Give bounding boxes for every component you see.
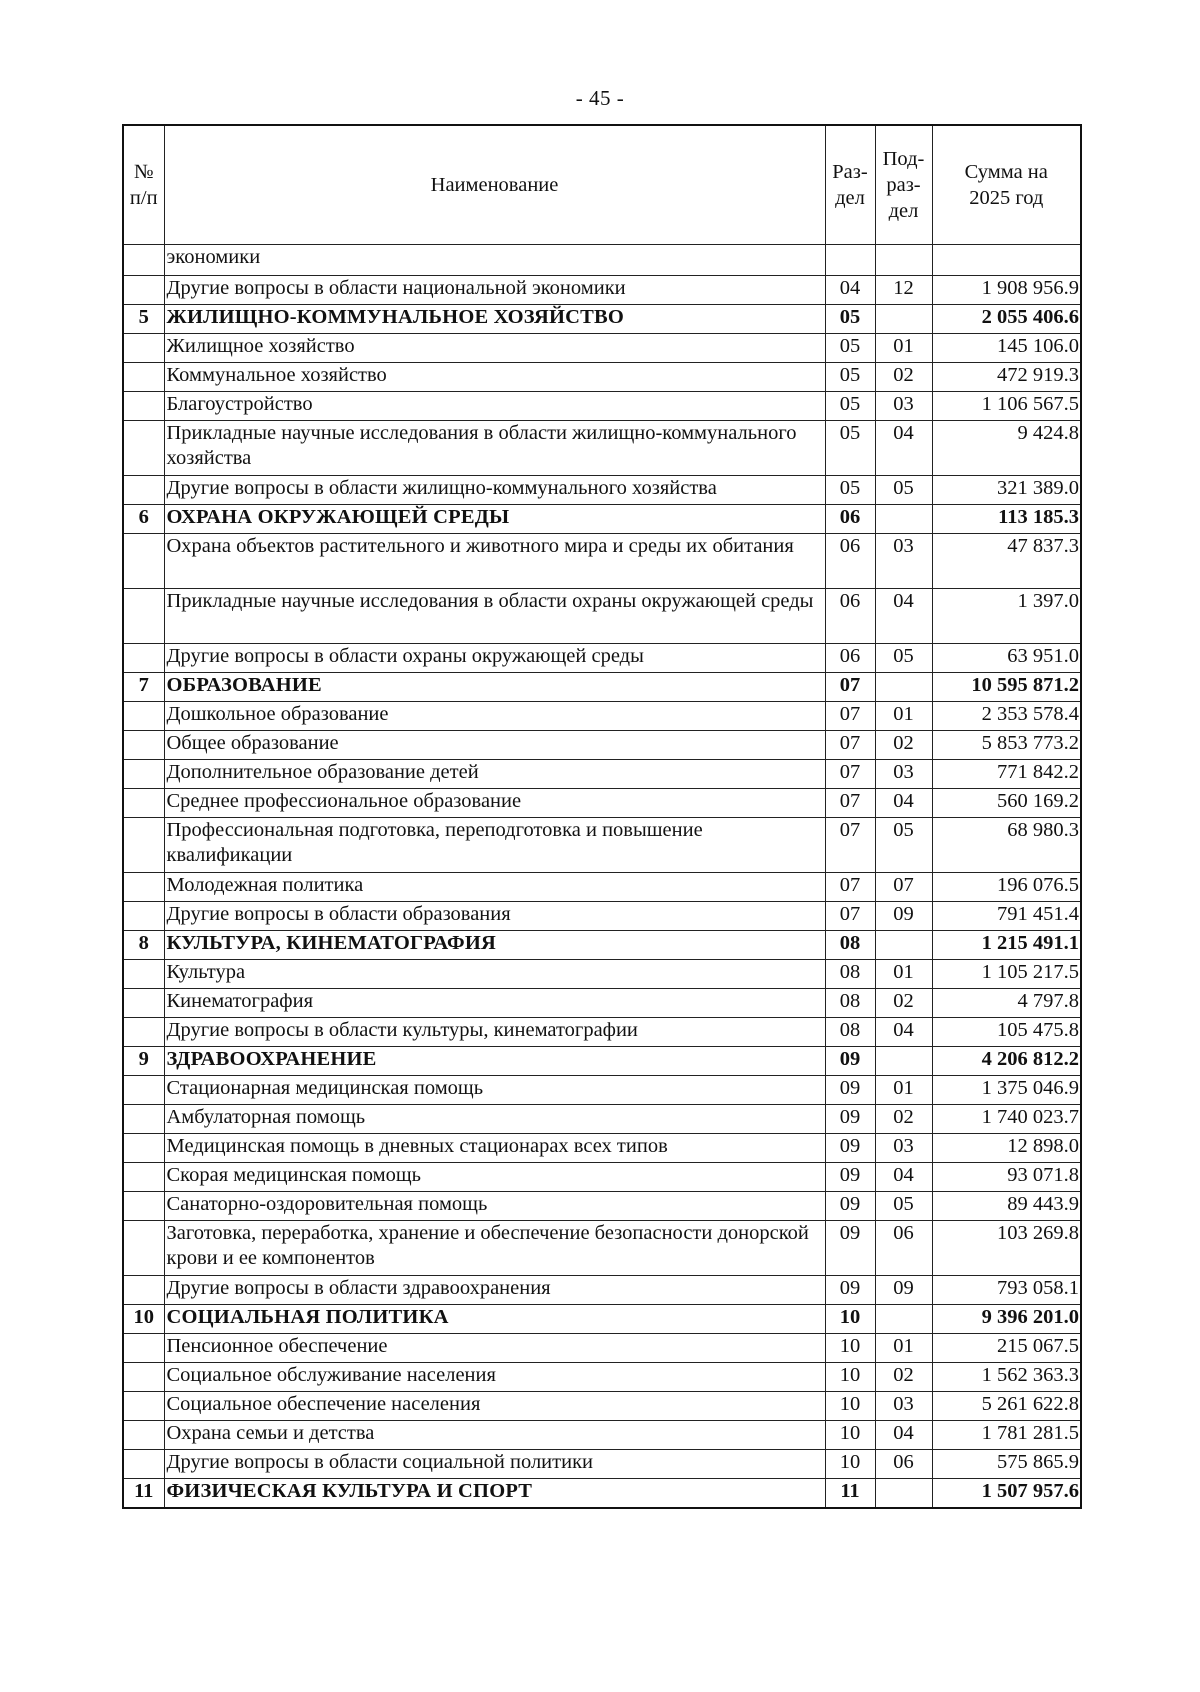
row-subsection-code-cell: 01 [875, 1334, 932, 1363]
row-name-cell: КУЛЬТУРА, КИНЕМАТОГРАФИЯ [164, 931, 825, 960]
row-name-cell: Пенсионное обеспечение [164, 1334, 825, 1363]
row-subsection-code-cell: 03 [875, 392, 932, 421]
row-name-cell: Заготовка, переработка, хранение и обеспечение безопасности донорской крови и ее компонентов [164, 1221, 825, 1276]
row-sum-cell: 575 865.9 [932, 1450, 1081, 1479]
row-name-cell: Другие вопросы в области социальной политики [164, 1450, 825, 1479]
row-subsection-code-cell [875, 305, 932, 334]
row-section-code-cell: 07 [825, 902, 875, 931]
row-subsection-code-cell: 02 [875, 731, 932, 760]
row-name-cell: Дошкольное образование [164, 702, 825, 731]
row-number-cell [123, 760, 164, 789]
row-number-cell [123, 818, 164, 873]
row-number-cell: 8 [123, 931, 164, 960]
row-sum-cell: 105 475.8 [932, 1018, 1081, 1047]
row-name-cell: Благоустройство [164, 392, 825, 421]
row-name-cell: Коммунальное хозяйство [164, 363, 825, 392]
row-section-code-cell: 06 [825, 534, 875, 589]
row-number-cell [123, 702, 164, 731]
table-section-row [123, 1047, 1081, 1076]
row-sum-cell: 5 261 622.8 [932, 1392, 1081, 1421]
budget-table-container [122, 124, 1080, 1509]
row-sum-cell: 2 353 578.4 [932, 702, 1081, 731]
table-row [123, 818, 1081, 873]
row-subsection-code-cell: 04 [875, 789, 932, 818]
row-section-code-cell: 06 [825, 589, 875, 644]
row-subsection-code-cell: 06 [875, 1221, 932, 1276]
row-sum-cell: 560 169.2 [932, 789, 1081, 818]
row-number-cell: 5 [123, 305, 164, 334]
row-subsection-code-cell: 05 [875, 1192, 932, 1221]
row-number-cell: 10 [123, 1305, 164, 1334]
row-name-cell: Социальное обеспечение населения [164, 1392, 825, 1421]
row-sum-cell: 196 076.5 [932, 873, 1081, 902]
table-row [123, 245, 1081, 276]
row-subsection-code-cell [875, 1047, 932, 1076]
row-name-cell: ОБРАЗОВАНИЕ [164, 673, 825, 702]
row-section-code-cell: 10 [825, 1305, 875, 1334]
row-sum-cell: 4 797.8 [932, 989, 1081, 1018]
row-number-cell [123, 276, 164, 305]
row-subsection-code-cell [875, 1479, 932, 1509]
row-section-code-cell: 08 [825, 960, 875, 989]
row-subsection-code-cell: 05 [875, 644, 932, 673]
table-row [123, 589, 1081, 644]
row-number-cell [123, 476, 164, 505]
row-subsection-code-cell: 03 [875, 1392, 932, 1421]
row-section-code-cell: 05 [825, 305, 875, 334]
table-row [123, 760, 1081, 789]
table-row [123, 1363, 1081, 1392]
row-number-cell [123, 960, 164, 989]
row-name-cell: Стационарная медицинская помощь [164, 1076, 825, 1105]
row-section-code-cell: 09 [825, 1192, 875, 1221]
row-sum-cell: 1 215 491.1 [932, 931, 1081, 960]
row-name-cell: Дополнительное образование детей [164, 760, 825, 789]
row-subsection-code-cell [875, 245, 932, 276]
header-row [123, 125, 1081, 245]
row-subsection-code-cell: 04 [875, 1163, 932, 1192]
row-sum-cell: 47 837.3 [932, 534, 1081, 589]
row-subsection-code-cell: 05 [875, 476, 932, 505]
row-sum-cell: 215 067.5 [932, 1334, 1081, 1363]
row-section-code-cell: 10 [825, 1421, 875, 1450]
row-subsection-code-cell: 12 [875, 276, 932, 305]
row-name-cell: Амбулаторная помощь [164, 1105, 825, 1134]
row-number-cell [123, 1076, 164, 1105]
row-number-cell [123, 1334, 164, 1363]
table-section-row [123, 505, 1081, 534]
table-section-row [123, 931, 1081, 960]
row-sum-cell: 793 058.1 [932, 1276, 1081, 1305]
row-section-code-cell: 05 [825, 392, 875, 421]
row-name-cell: Среднее профессиональное образование [164, 789, 825, 818]
row-number-cell [123, 334, 164, 363]
row-number-cell [123, 1421, 164, 1450]
row-section-code-cell: 10 [825, 1450, 875, 1479]
row-name-cell: Другие вопросы в области национальной экономики [164, 276, 825, 305]
row-section-code-cell: 09 [825, 1134, 875, 1163]
row-subsection-code-cell: 01 [875, 334, 932, 363]
row-sum-cell: 9 424.8 [932, 421, 1081, 476]
table-row [123, 1192, 1081, 1221]
row-sum-cell: 9 396 201.0 [932, 1305, 1081, 1334]
row-number-cell [123, 1192, 164, 1221]
table-row [123, 421, 1081, 476]
table-row [123, 1018, 1081, 1047]
row-number-cell [123, 731, 164, 760]
table-section-row [123, 1479, 1081, 1509]
table-row [123, 276, 1081, 305]
row-subsection-code-cell [875, 505, 932, 534]
row-sum-cell: 791 451.4 [932, 902, 1081, 931]
row-number-cell [123, 589, 164, 644]
row-name-cell: Прикладные научные исследования в области охраны окружающей среды [164, 589, 825, 644]
row-name-cell: Культура [164, 960, 825, 989]
row-number-cell: 7 [123, 673, 164, 702]
header-num: № п/п [123, 125, 164, 245]
table-row [123, 363, 1081, 392]
row-number-cell [123, 1450, 164, 1479]
row-name-cell: ОХРАНА ОКРУЖАЮЩЕЙ СРЕДЫ [164, 505, 825, 534]
row-subsection-code-cell: 04 [875, 1018, 932, 1047]
row-section-code-cell: 07 [825, 873, 875, 902]
row-sum-cell: 68 980.3 [932, 818, 1081, 873]
table-row [123, 702, 1081, 731]
row-name-cell: Медицинская помощь в дневных стационарах всех типов [164, 1134, 825, 1163]
row-number-cell [123, 1163, 164, 1192]
row-sum-cell: 2 055 406.6 [932, 305, 1081, 334]
row-section-code-cell: 10 [825, 1392, 875, 1421]
row-name-cell: Охрана объектов растительного и животного мира и среды их обитания [164, 534, 825, 589]
row-sum-cell: 10 595 871.2 [932, 673, 1081, 702]
row-section-code-cell: 10 [825, 1334, 875, 1363]
row-subsection-code-cell [875, 673, 932, 702]
header-sum: Сумма на 2025 год [932, 125, 1081, 245]
row-subsection-code-cell: 01 [875, 702, 932, 731]
row-name-cell: экономики [164, 245, 825, 276]
table-row [123, 989, 1081, 1018]
row-sum-cell: 63 951.0 [932, 644, 1081, 673]
row-subsection-code-cell: 02 [875, 1363, 932, 1392]
row-number-cell [123, 1221, 164, 1276]
row-sum-cell: 1 507 957.6 [932, 1479, 1081, 1509]
row-section-code-cell: 08 [825, 931, 875, 960]
row-section-code-cell: 09 [825, 1105, 875, 1134]
row-number-cell [123, 421, 164, 476]
row-sum-cell: 1 740 023.7 [932, 1105, 1081, 1134]
row-subsection-code-cell: 02 [875, 1105, 932, 1134]
table-row [123, 902, 1081, 931]
row-number-cell [123, 534, 164, 589]
row-sum-cell: 321 389.0 [932, 476, 1081, 505]
table-row [123, 1076, 1081, 1105]
row-subsection-code-cell: 01 [875, 960, 932, 989]
table-row [123, 789, 1081, 818]
row-sum-cell: 1 562 363.3 [932, 1363, 1081, 1392]
row-name-cell: Кинематография [164, 989, 825, 1018]
row-number-cell [123, 1392, 164, 1421]
row-name-cell: Жилищное хозяйство [164, 334, 825, 363]
row-sum-cell: 12 898.0 [932, 1134, 1081, 1163]
row-name-cell: СОЦИАЛЬНАЯ ПОЛИТИКА [164, 1305, 825, 1334]
row-name-cell: Социальное обслуживание населения [164, 1363, 825, 1392]
row-name-cell: Санаторно-оздоровительная помощь [164, 1192, 825, 1221]
row-sum-cell: 1 375 046.9 [932, 1076, 1081, 1105]
row-number-cell: 11 [123, 1479, 164, 1509]
row-sum-cell: 1 781 281.5 [932, 1421, 1081, 1450]
row-section-code-cell: 04 [825, 276, 875, 305]
row-sum-cell: 472 919.3 [932, 363, 1081, 392]
row-section-code-cell: 07 [825, 673, 875, 702]
row-subsection-code-cell [875, 931, 932, 960]
row-name-cell: Другие вопросы в области культуры, кинематографии [164, 1018, 825, 1047]
row-name-cell: Другие вопросы в области здравоохранения [164, 1276, 825, 1305]
table-section-row [123, 673, 1081, 702]
table-row [123, 1421, 1081, 1450]
row-sum-cell: 145 106.0 [932, 334, 1081, 363]
row-section-code-cell: 11 [825, 1479, 875, 1509]
row-number-cell [123, 873, 164, 902]
table-row [123, 1334, 1081, 1363]
page-number: - 45 - [575, 86, 625, 110]
table-row [123, 873, 1081, 902]
row-number-cell: 6 [123, 505, 164, 534]
table-section-row [123, 1305, 1081, 1334]
row-subsection-code-cell: 04 [875, 421, 932, 476]
row-name-cell: ЗДРАВООХРАНЕНИЕ [164, 1047, 825, 1076]
row-subsection-code-cell: 03 [875, 760, 932, 789]
row-sum-cell: 93 071.8 [932, 1163, 1081, 1192]
row-section-code-cell: 07 [825, 731, 875, 760]
row-subsection-code-cell: 05 [875, 818, 932, 873]
row-section-code-cell: 09 [825, 1047, 875, 1076]
row-number-cell [123, 1363, 164, 1392]
row-number-cell: 9 [123, 1047, 164, 1076]
row-sum-cell: 89 443.9 [932, 1192, 1081, 1221]
row-number-cell [123, 1134, 164, 1163]
table-row [123, 644, 1081, 673]
row-subsection-code-cell: 04 [875, 589, 932, 644]
row-section-code-cell: 05 [825, 334, 875, 363]
row-sum-cell [932, 245, 1081, 276]
row-section-code-cell: 05 [825, 476, 875, 505]
table-row [123, 534, 1081, 589]
row-name-cell: Молодежная политика [164, 873, 825, 902]
row-name-cell: ЖИЛИЩНО-КОММУНАЛЬНОЕ ХОЗЯЙСТВО [164, 305, 825, 334]
row-subsection-code-cell: 09 [875, 902, 932, 931]
row-number-cell [123, 363, 164, 392]
row-sum-cell: 1 106 567.5 [932, 392, 1081, 421]
header-name: Наименование [164, 125, 825, 245]
row-name-cell: Прикладные научные исследования в области жилищно-коммунального хозяйства [164, 421, 825, 476]
table-row [123, 1221, 1081, 1276]
row-number-cell [123, 989, 164, 1018]
row-number-cell [123, 789, 164, 818]
row-name-cell: Другие вопросы в области охраны окружающей среды [164, 644, 825, 673]
row-sum-cell: 113 185.3 [932, 505, 1081, 534]
table-row [123, 392, 1081, 421]
row-subsection-code-cell: 07 [875, 873, 932, 902]
table-row [123, 1276, 1081, 1305]
row-section-code-cell: 09 [825, 1076, 875, 1105]
row-subsection-code-cell: 03 [875, 534, 932, 589]
row-sum-cell: 1 397.0 [932, 589, 1081, 644]
row-sum-cell: 1 105 217.5 [932, 960, 1081, 989]
row-subsection-code-cell: 03 [875, 1134, 932, 1163]
table-row [123, 476, 1081, 505]
header-subsection: Под- раз- дел [875, 125, 932, 245]
table-body [123, 245, 1081, 1509]
row-name-cell: Скорая медицинская помощь [164, 1163, 825, 1192]
row-number-cell [123, 1276, 164, 1305]
row-subsection-code-cell: 01 [875, 1076, 932, 1105]
row-subsection-code-cell [875, 1305, 932, 1334]
row-section-code-cell: 07 [825, 760, 875, 789]
row-section-code-cell: 07 [825, 702, 875, 731]
row-number-cell [123, 644, 164, 673]
table-row [123, 731, 1081, 760]
table-row [123, 960, 1081, 989]
row-section-code-cell: 09 [825, 1163, 875, 1192]
row-name-cell: ФИЗИЧЕСКАЯ КУЛЬТУРА И СПОРТ [164, 1479, 825, 1509]
row-number-cell [123, 1105, 164, 1134]
row-name-cell: Другие вопросы в области жилищно-коммунального хозяйства [164, 476, 825, 505]
row-section-code-cell: 06 [825, 505, 875, 534]
row-sum-cell: 103 269.8 [932, 1221, 1081, 1276]
row-number-cell [123, 1018, 164, 1047]
row-section-code-cell: 09 [825, 1221, 875, 1276]
row-section-code-cell: 08 [825, 989, 875, 1018]
row-number-cell [123, 902, 164, 931]
row-subsection-code-cell: 06 [875, 1450, 932, 1479]
row-section-code-cell [825, 245, 875, 276]
row-section-code-cell: 06 [825, 644, 875, 673]
row-subsection-code-cell: 09 [875, 1276, 932, 1305]
row-sum-cell: 4 206 812.2 [932, 1047, 1081, 1076]
header-section: Раз- дел [825, 125, 875, 245]
row-subsection-code-cell: 04 [875, 1421, 932, 1450]
table-row [123, 1105, 1081, 1134]
table-row [123, 334, 1081, 363]
table-header [123, 125, 1081, 245]
row-number-cell [123, 392, 164, 421]
row-subsection-code-cell: 02 [875, 363, 932, 392]
row-section-code-cell: 05 [825, 421, 875, 476]
row-sum-cell: 771 842.2 [932, 760, 1081, 789]
row-section-code-cell: 10 [825, 1363, 875, 1392]
table-section-row [123, 305, 1081, 334]
row-section-code-cell: 08 [825, 1018, 875, 1047]
row-subsection-code-cell: 02 [875, 989, 932, 1018]
table-row [123, 1163, 1081, 1192]
row-sum-cell: 5 853 773.2 [932, 731, 1081, 760]
row-name-cell: Охрана семьи и детства [164, 1421, 825, 1450]
table-row [123, 1392, 1081, 1421]
row-number-cell [123, 245, 164, 276]
row-name-cell: Другие вопросы в области образования [164, 902, 825, 931]
row-name-cell: Профессиональная подготовка, переподготовка и повышение квалификации [164, 818, 825, 873]
table-row [123, 1134, 1081, 1163]
budget-table [122, 124, 1082, 1509]
row-name-cell: Общее образование [164, 731, 825, 760]
row-sum-cell: 1 908 956.9 [932, 276, 1081, 305]
table-row [123, 1450, 1081, 1479]
row-section-code-cell: 07 [825, 818, 875, 873]
row-section-code-cell: 05 [825, 363, 875, 392]
row-section-code-cell: 09 [825, 1276, 875, 1305]
row-section-code-cell: 07 [825, 789, 875, 818]
